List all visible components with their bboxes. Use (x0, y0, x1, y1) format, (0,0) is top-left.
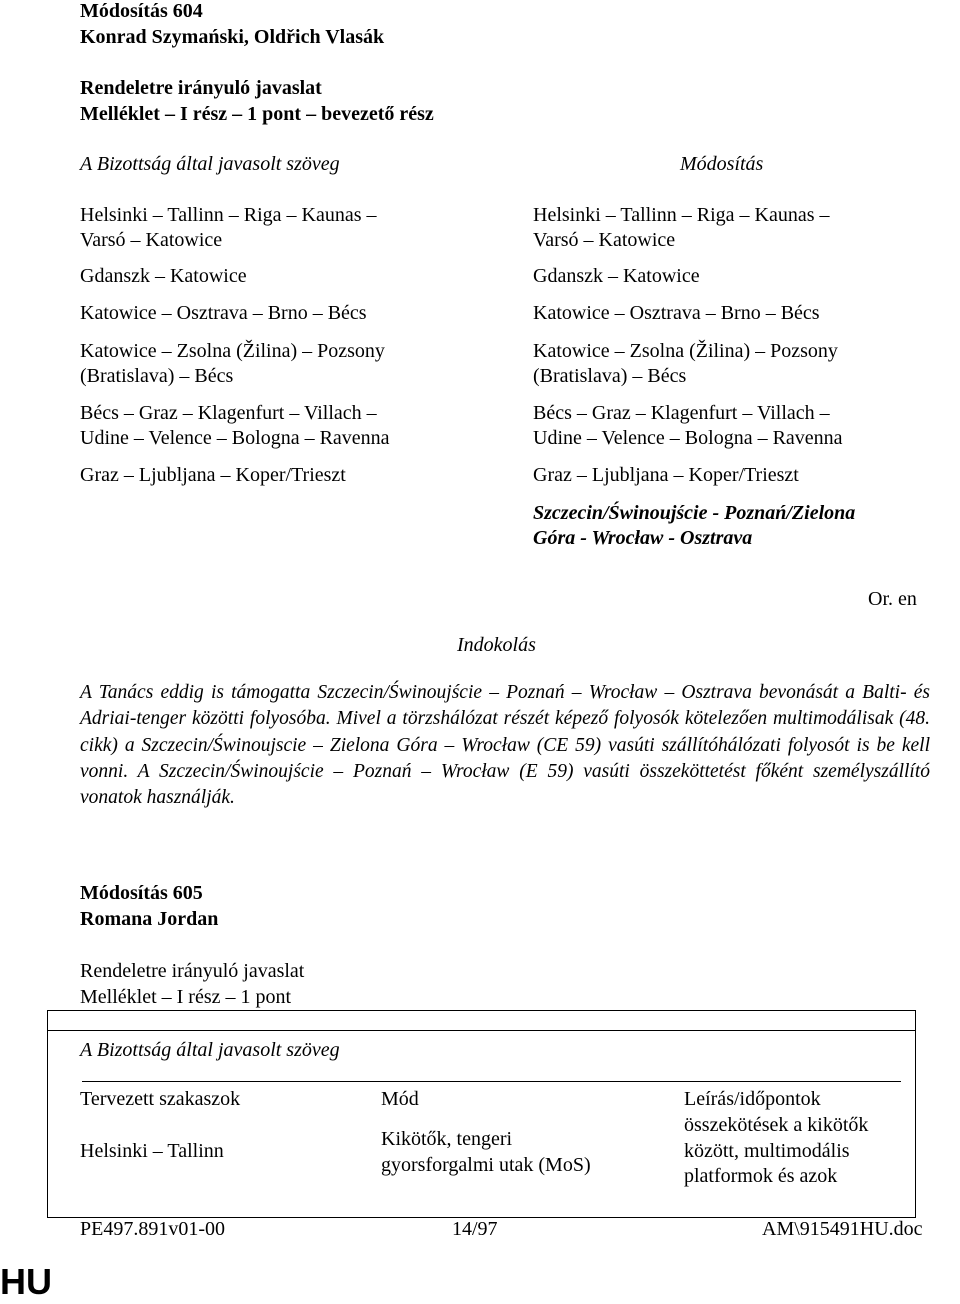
amendment-605-reference: Melléklet – I rész – 1 pont (80, 986, 292, 1008)
amendment-604-authors: Konrad Szymański, Oldřich Vlasák (80, 26, 385, 48)
amendment-heading: Módosítás (680, 153, 764, 175)
text-line: Varsó – Katowice (80, 229, 223, 251)
text-line: Graz – Ljubljana – Koper/Trieszt (80, 464, 346, 486)
table-divider (47, 1030, 915, 1031)
text-line: Katowice – Osztrava – Brno – Bécs (80, 302, 367, 324)
commission-text-heading: A Bizottság által javasolt szöveg (80, 153, 340, 175)
justification-heading: Indokolás (457, 634, 536, 656)
text-line: Varsó – Katowice (533, 229, 676, 251)
column-header-sections: Tervezett szakaszok (80, 1088, 241, 1110)
text-line: Katowice – Zsolna (Žilina) – Pozsony (80, 340, 385, 362)
table-cell-mode: Kikötők, tengeri (381, 1128, 513, 1150)
footer-doc-ref: PE497.891v01-00 (80, 1218, 225, 1240)
text-line: Bécs – Graz – Klagenfurt – Villach – (80, 402, 377, 424)
table-cell-section: Helsinki – Tallinn (80, 1140, 224, 1162)
added-text-line: Góra - Wrocław - Osztrava (533, 527, 753, 549)
table-cell-mode: gyorsforgalmi utak (MoS) (381, 1154, 591, 1176)
table-cell-description: összekötések a kikötők (684, 1114, 869, 1136)
text-line: Helsinki – Tallinn – Riga – Kaunas – (80, 204, 377, 226)
text-line: Gdanszk – Katowice (533, 265, 700, 287)
amendment-605-title: Módosítás 605 (80, 882, 203, 904)
amendment-605-authors: Romana Jordan (80, 908, 219, 930)
text-line: Graz – Ljubljana – Koper/Trieszt (533, 464, 799, 486)
text-line: Katowice – Zsolna (Žilina) – Pozsony (533, 340, 838, 362)
text-line: (Bratislava) – Bécs (80, 365, 234, 387)
footer-page-number: 14/97 (452, 1218, 498, 1240)
text-line: Helsinki – Tallinn – Riga – Kaunas – (533, 204, 830, 226)
amendment-604-proposal: Rendeletre irányuló javaslat (80, 77, 322, 99)
text-line: Udine – Velence – Bologna – Ravenna (533, 427, 843, 449)
column-header-description: Leírás/időpontok (684, 1088, 821, 1110)
original-language: Or. en (868, 588, 917, 610)
table-heading: A Bizottság által javasolt szöveg (80, 1039, 340, 1061)
text-line: (Bratislava) – Bécs (533, 365, 687, 387)
text-line: Katowice – Osztrava – Brno – Bécs (533, 302, 820, 324)
amendment-604-reference: Melléklet – I rész – 1 pont – bevezető rész (80, 103, 434, 125)
amendment-605-proposal: Rendeletre irányuló javaslat (80, 960, 305, 982)
text-line: Udine – Velence – Bologna – Ravenna (80, 427, 390, 449)
table-cell-description: között, multimodális (684, 1140, 850, 1162)
table-cell-description: platformok és azok (684, 1165, 838, 1187)
added-text-line: Szczecin/Świnoujście - Poznań/Zielona (533, 502, 856, 524)
footer-language-code: HU (0, 1261, 52, 1302)
justification-text: A Tanács eddig is támogatta Szczecin/Świnoujście – Poznań – Wrocław – Osztrava bevonását a Balti- és Adriai-tenger közötti folyosóba. Mivel a törzshálózat részét képező folyosók kötelezően multimodálisak (48. cikk) a Szczecin/Świnoujscie – Zielona Góra – Wrocław (CE 59) vasúti szállítóhálózati folyosót is be kell vonni. A Szczecin/Świnoujście – Poznań – Wrocław (E 59) vasúti összeköttetést főként személyszállító vonatok használják. (80, 682, 930, 809)
footer-file-name: AM\915491HU.doc (762, 1218, 923, 1240)
table-header-rule (82, 1081, 901, 1082)
text-line: Bécs – Graz – Klagenfurt – Villach – (533, 402, 830, 424)
column-header-mode: Mód (381, 1088, 419, 1110)
amendment-604-title: Módosítás 604 (80, 0, 203, 22)
text-line: Gdanszk – Katowice (80, 265, 247, 287)
